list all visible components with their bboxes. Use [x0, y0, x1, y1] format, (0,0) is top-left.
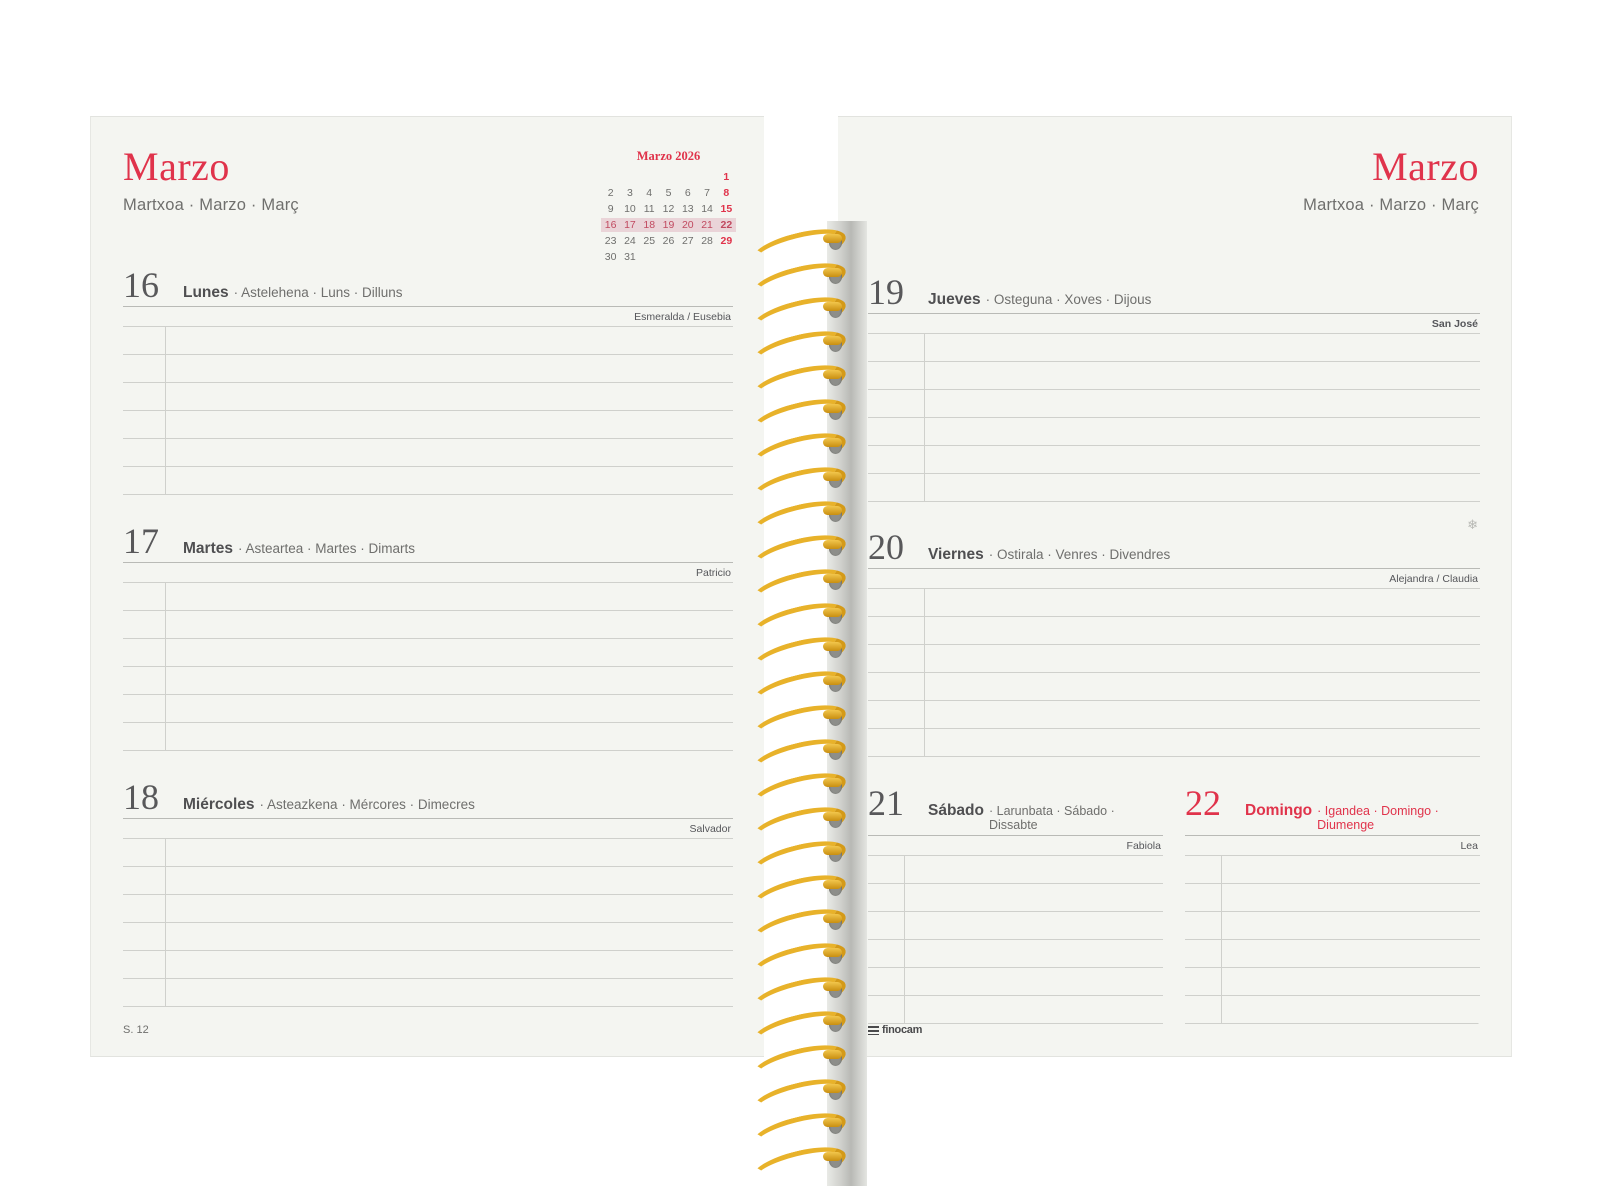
mini-calendar-day[interactable]: 12 [662, 203, 675, 215]
day-name: Miércoles [183, 796, 255, 813]
day-block-22 [1185, 785, 1480, 1024]
writing-line[interactable] [123, 383, 733, 411]
right-page [838, 116, 1512, 1057]
writing-line[interactable] [868, 617, 1480, 645]
mini-calendar-blank [640, 170, 659, 184]
day-name-alt: · Asteartea · Martes · Dimarts [237, 541, 416, 556]
mini-calendar-day[interactable]: 6 [684, 187, 691, 199]
mini-calendar-blank [659, 170, 678, 184]
day-name: Martes [183, 540, 233, 557]
writing-line[interactable] [123, 923, 733, 951]
left-page-header [123, 144, 299, 215]
day-block-18 [123, 779, 733, 1007]
logo-bars-icon [868, 1026, 879, 1035]
mini-calendar-day[interactable]: 2 [607, 187, 614, 199]
writing-line[interactable] [1185, 940, 1480, 968]
mini-calendar-day[interactable]: 15 [720, 203, 733, 215]
brand-name: finocam [882, 1024, 923, 1036]
mini-calendar-day[interactable]: 17 [620, 218, 639, 232]
writing-line[interactable] [868, 701, 1480, 729]
mini-calendar-day[interactable]: 5 [665, 187, 672, 199]
day-number: 18 [123, 777, 159, 817]
snowflake-icon: ❄ [1467, 517, 1478, 532]
writing-lines[interactable] [123, 839, 733, 1007]
writing-line[interactable] [123, 439, 733, 467]
writing-lines[interactable] [868, 589, 1480, 757]
day-header [123, 523, 733, 563]
day-header [123, 267, 733, 307]
day-name-alt: · Igandea · Domingo · Diumenge [1317, 804, 1439, 832]
saint-name: Esmeralda / Eusebia [123, 307, 733, 327]
page-corner-fold [1453, 998, 1511, 1056]
spiral-ring [751, 845, 837, 865]
mini-calendar-day[interactable]: 31 [624, 251, 636, 263]
writing-lines[interactable] [868, 334, 1480, 502]
spiral-ring [751, 335, 837, 355]
mini-calendar-blank [620, 170, 639, 184]
day-block-17 [123, 523, 733, 751]
day-block-21 [868, 785, 1163, 1024]
spiral-ring [751, 1117, 837, 1137]
spiral-ring [751, 913, 837, 933]
mini-calendar-day[interactable]: 13 [681, 203, 694, 215]
spiral-binding [745, 221, 863, 1186]
page-title: Marzo [123, 144, 230, 189]
spiral-ring [751, 675, 837, 695]
saint-name: Patricio [123, 563, 733, 583]
spiral-ring [751, 641, 837, 661]
mini-calendar-day[interactable]: 10 [624, 203, 636, 215]
page-subtitle: Martxoa · Marzo · Març [1303, 196, 1479, 214]
mini-calendar-blank [601, 170, 620, 184]
writing-line[interactable] [123, 611, 733, 639]
day-name: Domingo [1245, 802, 1313, 819]
writing-line[interactable] [868, 446, 1480, 474]
writing-line[interactable] [123, 895, 733, 923]
mini-calendar-blank [678, 170, 697, 184]
page-subtitle: Martxoa · Marzo · Març [123, 196, 299, 214]
writing-line[interactable] [123, 411, 733, 439]
writing-line[interactable] [1185, 996, 1480, 1024]
mini-calendar [601, 149, 736, 264]
mini-calendar-title: Marzo 2026 [636, 149, 701, 163]
spiral-ring [751, 1015, 837, 1035]
writing-line[interactable] [123, 723, 733, 751]
spiral-ring [751, 709, 837, 729]
spiral-ring [751, 981, 837, 1001]
writing-line[interactable] [123, 639, 733, 667]
planner-spread [90, 116, 1512, 1057]
spiral-ring [751, 437, 837, 457]
day-name: Viernes [928, 546, 984, 563]
mini-calendar-day[interactable]: 21 [697, 218, 716, 232]
mini-calendar-day[interactable]: 27 [681, 235, 694, 247]
day-number: 22 [1185, 783, 1221, 823]
day-header [123, 779, 733, 819]
day-number: 21 [868, 783, 904, 823]
mini-calendar-day[interactable]: 11 [643, 203, 655, 215]
day-header [868, 529, 1480, 569]
writing-lines[interactable] [123, 327, 733, 495]
day-name: Jueves [928, 291, 981, 308]
writing-line[interactable] [868, 884, 1163, 912]
brand-logo [868, 1024, 922, 1036]
day-name-alt: · Osteguna · Xoves · Dijous [985, 292, 1152, 307]
writing-line[interactable] [868, 418, 1480, 446]
writing-line[interactable] [868, 996, 1163, 1024]
mini-calendar-blank [659, 250, 678, 264]
spiral-ring [751, 301, 837, 321]
writing-line[interactable] [123, 467, 733, 495]
mini-calendar-day[interactable]: 16 [601, 218, 620, 232]
spiral-ring [751, 267, 837, 287]
mini-calendar-day[interactable]: 25 [643, 235, 656, 247]
writing-line[interactable] [1185, 912, 1480, 940]
writing-line[interactable] [868, 645, 1480, 673]
spiral-ring [751, 743, 837, 763]
saint-name: San José [868, 314, 1480, 334]
spiral-ring [751, 471, 837, 491]
day-header [868, 785, 1163, 836]
writing-line[interactable] [1185, 856, 1480, 884]
writing-line[interactable] [868, 673, 1480, 701]
day-block-16 [123, 267, 733, 495]
writing-line[interactable] [123, 355, 733, 383]
spiral-ring [751, 1049, 837, 1069]
writing-line[interactable] [123, 327, 733, 355]
day-number: 20 [868, 527, 904, 567]
mini-calendar-day[interactable]: 14 [701, 203, 713, 215]
spiral-ring [751, 233, 837, 253]
spiral-ring [751, 403, 837, 423]
right-page-header [1303, 144, 1479, 215]
writing-lines[interactable] [868, 856, 1163, 1024]
writing-lines[interactable] [1185, 856, 1480, 1024]
day-header [1185, 785, 1480, 836]
mini-calendar-grid [601, 170, 736, 264]
mini-calendar-day[interactable]: 23 [604, 235, 617, 247]
day-block-19 [868, 274, 1480, 502]
writing-line[interactable] [123, 867, 733, 895]
writing-line[interactable] [868, 912, 1163, 940]
day-name-alt: · Ostirala · Venres · Divendres [988, 547, 1171, 562]
writing-lines[interactable] [123, 583, 733, 751]
saint-name: Fabiola [868, 836, 1163, 856]
writing-line[interactable] [868, 856, 1163, 884]
writing-line[interactable] [868, 474, 1480, 502]
writing-line[interactable] [123, 695, 733, 723]
mini-calendar-blank [697, 170, 716, 184]
spiral-ring [751, 811, 837, 831]
mini-calendar-blank [640, 250, 659, 264]
spiral-ring [751, 505, 837, 525]
mini-calendar-day[interactable]: 7 [704, 187, 710, 199]
mini-calendar-day[interactable]: 29 [720, 235, 733, 247]
mini-calendar-day[interactable]: 9 [607, 203, 614, 215]
mini-calendar-day[interactable]: 26 [662, 235, 675, 247]
writing-line[interactable] [868, 589, 1480, 617]
mini-calendar-day[interactable]: 28 [701, 235, 713, 247]
writing-line[interactable] [1185, 884, 1480, 912]
left-page [90, 116, 764, 1057]
spiral-ring [751, 369, 837, 389]
mini-calendar-day[interactable]: 18 [640, 218, 659, 232]
saint-name: Lea [1185, 836, 1480, 856]
writing-line[interactable] [868, 362, 1480, 390]
mini-calendar-day[interactable]: 8 [723, 187, 730, 199]
day-name-alt: · Astelehena · Luns · Dilluns [233, 285, 403, 300]
page-title: Marzo [1372, 144, 1479, 189]
writing-line[interactable] [868, 390, 1480, 418]
day-name-alt: · Asteazkena · Mércores · Dimecres [259, 797, 475, 812]
day-number: 17 [123, 521, 159, 561]
spiral-ring [751, 607, 837, 627]
mini-calendar-day[interactable]: 24 [624, 235, 636, 247]
writing-line[interactable] [123, 667, 733, 695]
writing-line[interactable] [123, 979, 733, 1007]
spiral-ring [751, 1151, 837, 1171]
spiral-ring [751, 539, 837, 559]
spiral-ring [751, 879, 837, 899]
mini-calendar-blank [678, 250, 697, 264]
writing-line[interactable] [123, 839, 733, 867]
writing-line[interactable] [868, 334, 1480, 362]
spiral-ring [751, 1083, 837, 1103]
day-name: Sábado [928, 802, 984, 819]
mini-calendar-blank [717, 250, 736, 264]
day-header [868, 274, 1480, 314]
mini-calendar-day[interactable]: 4 [646, 187, 653, 199]
spiral-ring [751, 573, 837, 593]
writing-line[interactable] [123, 951, 733, 979]
mini-calendar-day[interactable]: 1 [723, 171, 730, 183]
saint-name: Alejandra / Claudia [868, 569, 1480, 589]
writing-line[interactable] [123, 583, 733, 611]
mini-calendar-day[interactable]: 3 [627, 187, 633, 199]
mini-calendar-day[interactable]: 22 [717, 218, 736, 232]
day-name: Lunes [183, 284, 229, 301]
mini-calendar-blank [697, 250, 716, 264]
writing-line[interactable] [868, 940, 1163, 968]
spiral-ring [751, 777, 837, 797]
day-block-20 [868, 517, 1480, 757]
writing-line[interactable] [868, 968, 1163, 996]
day-number: 19 [868, 272, 904, 312]
mini-calendar-day[interactable]: 19 [659, 218, 678, 232]
week-number-footer: S. 12 [123, 1024, 149, 1036]
spiral-ring [751, 947, 837, 967]
mini-calendar-day[interactable]: 20 [678, 218, 697, 232]
mini-calendar-day[interactable]: 30 [604, 251, 617, 263]
saint-name: Salvador [123, 819, 733, 839]
writing-line[interactable] [868, 729, 1480, 757]
day-name-alt: · Larunbata · Sábado · Dissabte [988, 804, 1115, 832]
day-number: 16 [123, 265, 159, 305]
writing-line[interactable] [1185, 968, 1480, 996]
